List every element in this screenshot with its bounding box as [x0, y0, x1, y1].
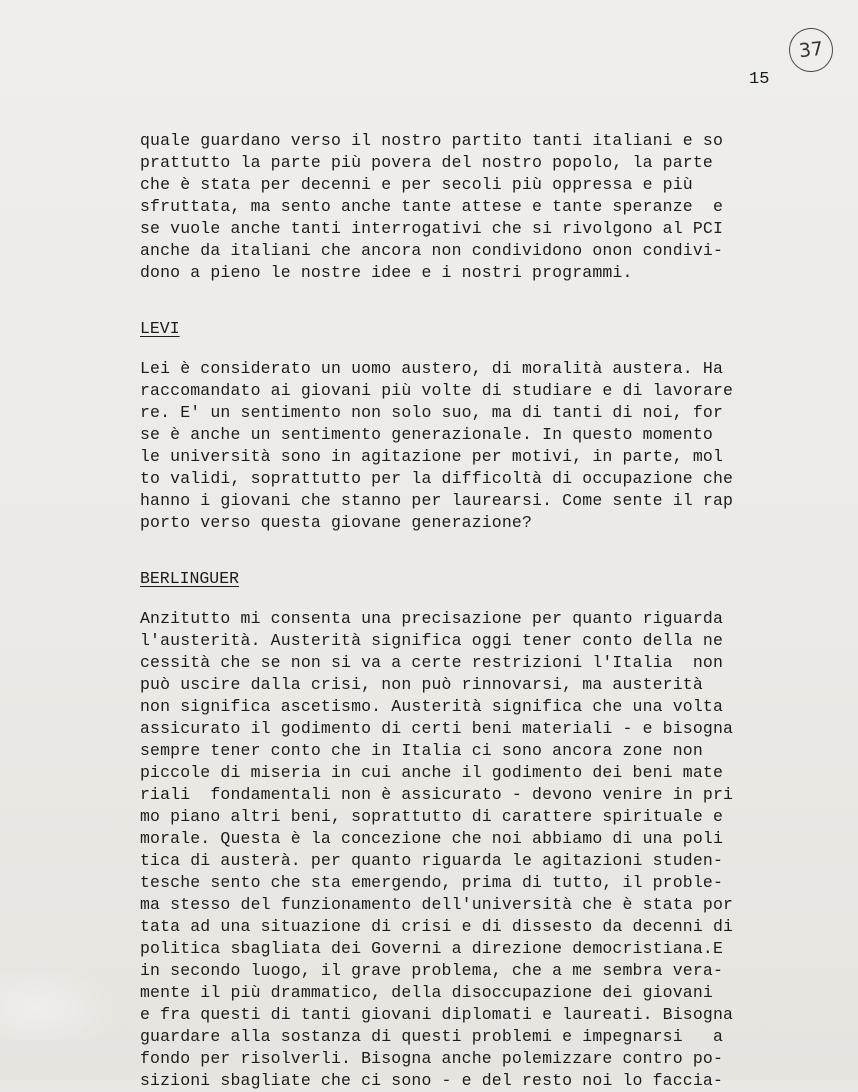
text-line: e fra questi di tanti giovani diplomati e laureati. Bisogna [140, 1005, 734, 1024]
text-line: assicurato il godimento di certi beni materiali - e bisogna [140, 719, 734, 738]
text-line: ma stesso del funzionamento dell'università che è stata por [140, 895, 734, 914]
text-line: che è stata per decenni e per secoli più oppressa e più [140, 175, 693, 194]
text-line: Anzitutto mi consenta una precisazione per quanto riguarda [140, 609, 723, 628]
text-line: riali fondamentali non è assicurato - devono venire in pri [140, 785, 734, 804]
paragraph-answer [140, 608, 770, 1092]
speaker-heading-levi: LEVI [140, 319, 180, 338]
text-line: le università sono in agitazione per motivi, in parte, mol [140, 447, 723, 466]
interview-text [140, 130, 770, 1092]
text-line: l'austerità. Austerità significa oggi tener conto della ne [140, 631, 723, 650]
text-line: politica sbagliata dei Governi a direzione democristiana.E [140, 939, 723, 958]
text-line: sempre tener conto che in Italia ci sono ancora zone non [140, 741, 703, 760]
text-line: se è anche un sentimento generazionale. In questo momento [140, 425, 713, 444]
text-line: hanno i giovani che stanno per laurearsi. Come sente il rap [140, 491, 734, 510]
text-line: dono a pieno le nostre idee e i nostri programmi. [140, 263, 633, 282]
text-line: tesche sento che sta emergendo, prima di tutto, il proble- [140, 873, 723, 892]
paragraph-question [140, 358, 770, 534]
text-line: sizioni sbagliate che ci sono - e del resto noi lo faccia- [140, 1071, 723, 1090]
text-line: può uscire dalla crisi, non può rinnovarsi, ma austerità [140, 675, 703, 694]
text-line: quale guardano verso il nostro partito tanti italiani e so [140, 131, 723, 150]
text-line: tica di austerà. per quanto riguarda le agitazioni studen- [140, 851, 723, 870]
text-line: se vuole anche tanti interrogativi che si rivolgono al PCI [140, 219, 723, 238]
archive-number-stamp: 37 [787, 26, 835, 74]
text-line: fondo per risolverli. Bisogna anche polemizzare contro po- [140, 1049, 723, 1068]
text-line: tata ad una situazione di crisi e di dissesto da decenni di [140, 917, 734, 936]
text-line: non significa ascetismo. Austerità significa che una volta [140, 697, 723, 716]
scan-smudge [0, 960, 120, 1040]
paragraph-answer-continued [140, 130, 770, 284]
text-line: prattutto la parte più povera del nostro popolo, la parte [140, 153, 713, 172]
text-line: Lei è considerato un uomo austero, di moralità austera. Ha [140, 359, 723, 378]
text-line: to validi, soprattutto per la difficoltà di occupazione che [140, 469, 734, 488]
page-number: 15 [749, 70, 770, 89]
text-line: guardare alla sostanza di questi problemi e impegnarsi a [140, 1027, 723, 1046]
text-line: mente il più drammatico, della disoccupazione dei giovani [140, 983, 713, 1002]
text-line: piccole di miseria in cui anche il godimento dei beni mate [140, 763, 723, 782]
text-line: morale. Questa è la concezione che noi abbiamo di una poli [140, 829, 723, 848]
text-line: cessità che se non si va a certe restrizioni l'Italia non [140, 653, 723, 672]
text-line: anche da italiani che ancora non condividono onon condivi- [140, 241, 723, 260]
text-line: in secondo luogo, il grave problema, che a me sembra vera- [140, 961, 723, 980]
text-line: raccomandato ai giovani più volte di studiare e di lavorare [140, 381, 734, 400]
text-line: sfruttata, ma sento anche tante attese e tante speranze e [140, 197, 723, 216]
text-line: re. E' un sentimento non solo suo, ma di tanti di noi, for [140, 403, 723, 422]
text-line: mo piano altri beni, soprattutto di carattere spirituale e [140, 807, 723, 826]
speaker-heading-berlinguer: BERLINGUER [140, 569, 240, 588]
text-line: porto verso questa giovane generazione? [140, 513, 533, 532]
